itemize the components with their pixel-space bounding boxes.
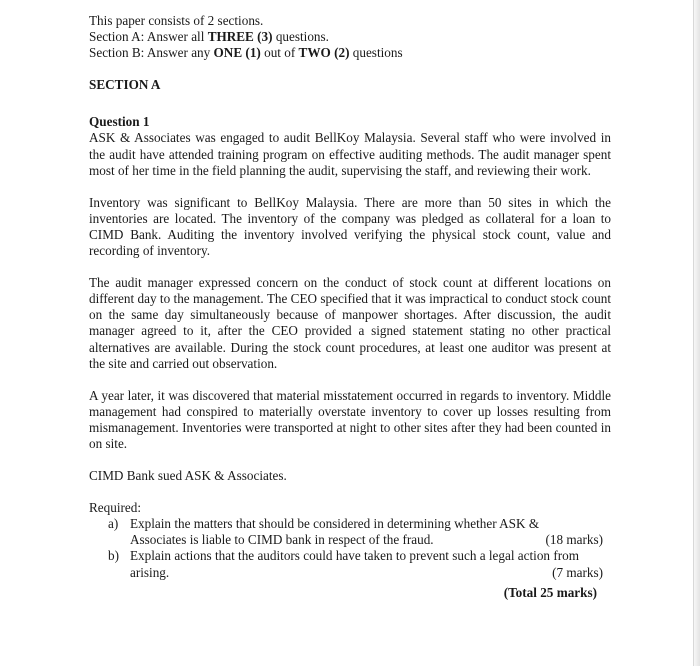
requirement-line-1: Explain the matters that should be considered in determining whether ASK & xyxy=(130,516,540,532)
section-heading: SECTION A xyxy=(89,77,161,93)
question-paragraph-1: ASK & Associates was engaged to audit BellKoy Malaysia. Several staff who were involved in the audit have attended training program on effective auditing methods. The audit manager spent most of her time in the field planning the audit, supervising the staff, and reviewing their work. xyxy=(89,130,611,178)
requirement-marks: (7 marks) xyxy=(552,564,603,580)
requirement-line-2-row xyxy=(130,565,611,581)
requirement-item-b xyxy=(89,548,611,580)
question-paragraph-4: A year later, it was discovered that material misstatement occurred in regards to inventory. Middle management had conspired to materially overstate inventory to cover up losses resulting from mismanagement. Inventories were transported at night to other sites after they had been counted in on site. xyxy=(89,387,611,451)
requirement-letter: b) xyxy=(108,548,119,564)
requirements-list xyxy=(89,516,611,580)
total-marks: (Total 25 marks) xyxy=(503,584,597,600)
requirement-item-a xyxy=(89,516,611,548)
requirement-line-2-row xyxy=(130,532,611,548)
page-edge-shadow xyxy=(693,0,700,666)
required-label: Required: xyxy=(89,500,142,516)
requirement-line-2: Associates is liable to CIMD bank in respect of the fraud. xyxy=(130,532,434,548)
intro-line-3-post: questions xyxy=(349,45,403,61)
intro-line-3-pre: Section B: Answer any xyxy=(89,45,214,61)
intro-block xyxy=(89,13,611,61)
intro-line-3-bold-1: ONE (1) xyxy=(213,45,261,61)
question-title: Question 1 xyxy=(89,114,150,130)
intro-line-2 xyxy=(89,29,611,45)
question-paragraph-3: The audit manager expressed concern on the conduct of stock count at different locations on different day to the management. The CEO specified that it was impractical to conduct stock count on the same day simultaneously because of manpower shortages. After discussion, the audit manager agreed to it, after the CEO provided a signed statement stating no other practical alternatives are available. During the stock count procedures, at least one auditor was present at the site and carried out observation. xyxy=(89,275,611,371)
question-paragraph-5: CIMD Bank sued ASK & Associates. xyxy=(89,468,287,484)
intro-line-3 xyxy=(89,45,611,61)
exam-page xyxy=(89,13,611,601)
intro-line-2-pre: Section A: Answer all xyxy=(89,29,208,45)
requirement-line-2: arising. xyxy=(130,564,170,580)
requirement-letter: a) xyxy=(108,516,119,532)
intro-line-2-post: questions. xyxy=(272,29,329,45)
intro-line-2-bold: THREE (3) xyxy=(207,29,273,45)
requirement-marks: (18 marks) xyxy=(545,532,603,548)
intro-line-3-mid: out of xyxy=(260,45,299,61)
question-paragraph-2: Inventory was significant to BellKoy Malaysia. There are more than 50 sites in which the inventories are located. The inventory of the company was pledged as collateral for a loan to CIMD Bank. Auditing the inventory involved verifying the physical stock count, value and recording of inventory. xyxy=(89,194,611,259)
intro-line-3-bold-2: TWO (2) xyxy=(298,45,350,61)
intro-line-1: This paper consists of 2 sections. xyxy=(89,13,264,28)
requirement-line-1: Explain actions that the auditors could have taken to prevent such a legal action from xyxy=(130,548,579,564)
